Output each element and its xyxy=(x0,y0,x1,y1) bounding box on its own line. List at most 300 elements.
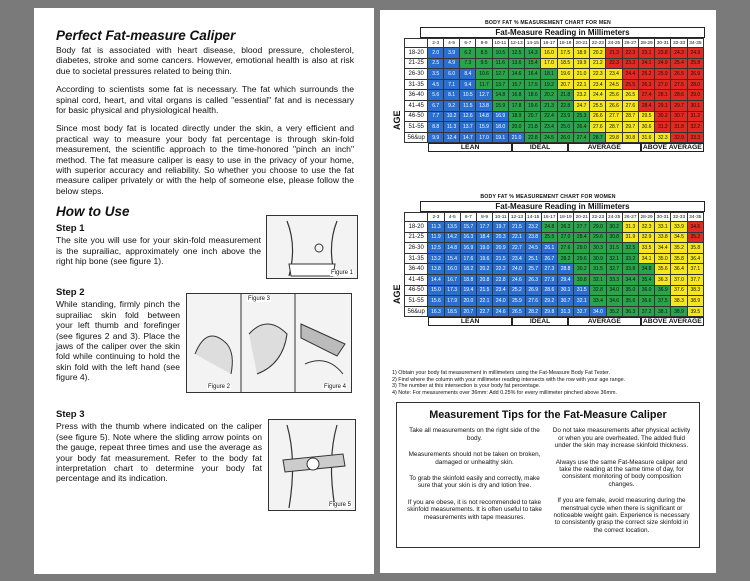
women-cell: 20.2 xyxy=(476,264,492,275)
women-cell: 26.3 xyxy=(525,274,541,285)
tip-item: Measurements should not be taken on broken, damaged or unhealthy skin. xyxy=(408,451,541,466)
women-cell: 16.3 xyxy=(428,306,444,317)
women-cell: 21.5 xyxy=(509,222,525,233)
men-cell: 30.8 xyxy=(622,132,638,143)
men-cell: 11.3 xyxy=(443,122,459,133)
men-chart xyxy=(392,20,704,192)
women-age-range: 51-55 xyxy=(405,296,428,307)
men-cell: 23.8 xyxy=(655,48,671,59)
men-cell: 9.9 xyxy=(428,132,444,143)
men-cell: 20.7 xyxy=(525,111,541,122)
women-cell: 32.8 xyxy=(590,285,606,296)
women-corner xyxy=(405,213,428,222)
men-cell: 13.8 xyxy=(476,100,492,111)
men-column-header: 14-15 xyxy=(526,40,539,46)
women-cell: 15.6 xyxy=(428,296,444,307)
men-cell: 21.2 xyxy=(590,58,606,69)
figure-5-label: Figure 5 xyxy=(328,502,351,509)
men-cell: 5.6 xyxy=(428,90,444,101)
men-age-range: 46-50 xyxy=(405,111,428,122)
women-cell: 38.3 xyxy=(671,296,687,307)
women-cell: 23.8 xyxy=(525,232,541,243)
step-2-text: While standing, firmly pinch the suprailiac skin fold between your left thumb and forefinger (see figures 2 and 3). Place the jaws of the caliper over the skin fold while continuing to hold the skin fold with the left hand (see figure 4). xyxy=(56,299,180,383)
men-cell: 17.0 xyxy=(541,58,557,69)
men-cell: 24.7 xyxy=(573,100,589,111)
step-2-title: Step 2 xyxy=(56,287,85,299)
men-cell: 25.2 xyxy=(638,69,654,80)
how-to-use-heading: How to Use xyxy=(56,204,130,220)
men-cell: 10.5 xyxy=(492,48,508,59)
men-cell: 29.0 xyxy=(687,90,703,101)
women-cell: 15.4 xyxy=(444,253,460,264)
men-cell: 14.3 xyxy=(525,48,541,59)
men-cell: 16.9 xyxy=(492,111,508,122)
men-cell: 28.7 xyxy=(590,132,606,143)
instructions-page xyxy=(34,8,374,574)
men-cell: 27.0 xyxy=(655,79,671,90)
women-cell: 35.2 xyxy=(606,306,622,317)
men-cell: 12.5 xyxy=(508,48,524,59)
women-cell: 14.4 xyxy=(428,274,444,285)
women-cell: 34.0 xyxy=(606,285,622,296)
women-cell: 35.8 xyxy=(687,243,703,254)
women-cell: 25.2 xyxy=(509,285,525,296)
men-row xyxy=(405,122,704,133)
men-cell: 25.3 xyxy=(573,111,589,122)
women-cell: 18.5 xyxy=(444,306,460,317)
men-cell: 18.1 xyxy=(541,69,557,80)
figure-1-illustration xyxy=(266,215,358,279)
women-cell: 30.9 xyxy=(590,253,606,264)
women-column-header: 32-33 xyxy=(672,214,686,220)
women-cell: 33.1 xyxy=(655,222,671,233)
tips-title: Measurement Tips for the Fat-Measure Caliper xyxy=(429,409,667,422)
men-cell: 17.5 xyxy=(557,48,573,59)
men-cell: 22.4 xyxy=(541,111,557,122)
women-cell: 35.6 xyxy=(655,264,671,275)
men-cell: 9.5 xyxy=(476,58,492,69)
men-row xyxy=(405,48,704,59)
women-cell: 37.1 xyxy=(687,264,703,275)
men-cell: 26.0 xyxy=(557,132,573,143)
women-cell: 22.7 xyxy=(476,306,492,317)
men-cell: 16.8 xyxy=(508,90,524,101)
men-column-header: 22-23 xyxy=(591,40,604,46)
men-cell: 3.9 xyxy=(443,48,459,59)
women-cell: 19.6 xyxy=(476,253,492,264)
women-cell: 24.6 xyxy=(493,306,509,317)
women-categories xyxy=(428,317,704,326)
men-age-range: 21-25 xyxy=(405,58,428,69)
men-cell: 27.5 xyxy=(671,79,687,90)
men-cell: 26.3 xyxy=(638,79,654,90)
women-row xyxy=(405,243,704,254)
figure-2-label: Figure 2 xyxy=(208,384,231,391)
men-category-lean: LEAN xyxy=(428,143,512,152)
men-cell: 29.8 xyxy=(606,132,622,143)
men-cell: 17.8 xyxy=(508,100,524,111)
men-cell: 23.9 xyxy=(557,111,573,122)
men-cell: 14.8 xyxy=(476,111,492,122)
men-cell: 21.0 xyxy=(573,69,589,80)
men-age-label: AGE xyxy=(392,110,402,130)
men-cell: 14.6 xyxy=(508,69,524,80)
men-cell: 25.8 xyxy=(687,58,703,69)
men-cell: 21.8 xyxy=(557,90,573,101)
women-column-header: 2-3 xyxy=(428,213,444,222)
men-cell: 13.6 xyxy=(508,58,524,69)
women-column-header: 30-31 xyxy=(656,214,669,220)
tip-item: If you are obese, it is not recommended to take skinfold measurements. It is often useful to take measurements with tape measures. xyxy=(407,498,542,521)
women-age-label: AGE xyxy=(392,284,402,304)
men-cell: 22.3 xyxy=(622,48,638,59)
women-cell: 12.5 xyxy=(428,243,444,254)
men-cell: 22.1 xyxy=(573,79,589,90)
men-cell: 21.0 xyxy=(508,132,524,143)
page-title: Perfect Fat-measure Caliper xyxy=(56,28,236,43)
women-column-header: 20-21 xyxy=(575,214,588,220)
men-cell: 24.5 xyxy=(606,79,622,90)
women-cell: 31.5 xyxy=(590,264,606,275)
women-chart-title: BODY FAT % MEASUREMENT CHART FOR WOMEN xyxy=(480,194,616,200)
tip-item: Take all measurements on the right side of the body. xyxy=(409,427,540,442)
women-cell: 32.3 xyxy=(639,222,655,233)
men-cell: 32.9 xyxy=(671,132,687,143)
men-cell: 12.4 xyxy=(443,132,459,143)
women-cell: 33.9 xyxy=(671,222,687,233)
men-cell: 6.0 xyxy=(443,69,459,80)
women-age-range: 21-25 xyxy=(405,232,428,243)
women-cell: 18.8 xyxy=(460,274,476,285)
women-cell: 17.7 xyxy=(476,222,492,233)
men-row xyxy=(405,132,704,143)
women-cell: 21.5 xyxy=(476,285,492,296)
women-cell: 29.8 xyxy=(541,306,557,317)
men-row xyxy=(405,111,704,122)
women-cell: 28.4 xyxy=(574,232,590,243)
women-cell: 38.9 xyxy=(687,296,703,307)
women-cell: 36.9 xyxy=(655,285,671,296)
women-cell: 37.0 xyxy=(671,274,687,285)
women-cell: 16.0 xyxy=(444,264,460,275)
intro-paragraph-3: Since most body fat is located directly under the skin, a very efficient and practical way to measure your body fat percentage is through skin-fold measurement, the scientific approach to the time-honored "pinch an inch" method. The fat measure caliper is easy to use in the privacy of your home, with superior accuracy and reliability. So whether you choose to use the fat measure caliper privately or with the help of someone else, please follow the below steps. xyxy=(56,123,354,196)
women-cell: 32.7 xyxy=(606,264,622,275)
men-cell: 26.6 xyxy=(606,100,622,111)
men-cell: 9.4 xyxy=(460,79,476,90)
men-category-above-average: ABOVE AVERAGE xyxy=(641,143,704,152)
women-row xyxy=(405,296,704,307)
women-cell: 25.9 xyxy=(509,296,525,307)
women-cell: 29.4 xyxy=(557,274,573,285)
men-row xyxy=(405,100,704,111)
men-column-header: 26-27 xyxy=(624,40,637,46)
men-cell: 15.9 xyxy=(476,122,492,133)
women-row xyxy=(405,285,704,296)
men-cell: 30.2 xyxy=(655,111,671,122)
men-cell: 24.4 xyxy=(590,90,606,101)
women-cell: 20.0 xyxy=(460,296,476,307)
women-column-header: 26-27 xyxy=(624,214,637,220)
men-cell: 6.7 xyxy=(428,100,444,111)
women-cell: 35.4 xyxy=(639,274,655,285)
women-cell: 36.3 xyxy=(622,306,638,317)
women-cell: 29.0 xyxy=(574,243,590,254)
women-column-header: 18-19 xyxy=(559,214,572,220)
men-cell: 28.4 xyxy=(638,100,654,111)
women-cell: 34.1 xyxy=(639,253,655,264)
women-cell: 28.2 xyxy=(557,253,573,264)
women-cell: 27.6 xyxy=(525,296,541,307)
women-cell: 21.5 xyxy=(493,253,509,264)
women-cell: 16.7 xyxy=(444,274,460,285)
women-column-header: 28-29 xyxy=(640,214,653,220)
women-cell: 36.4 xyxy=(671,264,687,275)
men-cell: 25.9 xyxy=(655,69,671,80)
women-cell: 22.8 xyxy=(493,274,509,285)
women-cell: 20.9 xyxy=(493,243,509,254)
women-cell: 20.3 xyxy=(493,232,509,243)
intro-paragraph-2: According to scientists some fat is necessary. The fat which surrounds the spinal cord, heart, and vital organs is called "essential" fat and is necessary for basic physical and physiological health. xyxy=(56,84,354,116)
women-cell: 28.6 xyxy=(541,285,557,296)
women-cell: 26.1 xyxy=(541,243,557,254)
men-cell: 31.6 xyxy=(638,132,654,143)
men-cell: 2.0 xyxy=(428,48,444,59)
women-cell: 26.7 xyxy=(541,253,557,264)
women-column-header: 24-25 xyxy=(608,214,621,220)
men-cell: 26.6 xyxy=(590,111,606,122)
men-cell: 26.4 xyxy=(573,122,589,133)
men-cell: 22.3 xyxy=(590,69,606,80)
men-cell: 27.4 xyxy=(573,132,589,143)
women-cell: 14.8 xyxy=(444,243,460,254)
men-cell: 13.7 xyxy=(460,122,476,133)
men-cell: 29.1 xyxy=(655,100,671,111)
men-column-header: 18-19 xyxy=(559,40,572,46)
women-cell: 30.2 xyxy=(574,264,590,275)
women-cell: 15.0 xyxy=(428,285,444,296)
men-column-header: 34-35 xyxy=(689,40,702,46)
women-cell: 30.1 xyxy=(557,285,573,296)
women-category-above-average: ABOVE AVERAGE xyxy=(641,317,704,326)
men-cell: 16.0 xyxy=(541,48,557,59)
step-2 xyxy=(56,287,354,405)
men-cell: 20.2 xyxy=(590,48,606,59)
men-column-header: 6-7 xyxy=(460,39,476,48)
women-cell: 36.3 xyxy=(655,274,671,285)
women-chart-subtitle: Fat-Measure Reading in Millimeters xyxy=(420,201,705,212)
women-cell: 20.7 xyxy=(460,306,476,317)
men-column-header: 32-33 xyxy=(672,40,686,46)
note-2: 2) Find where the column with your millimeter reading intersects with the row with your age range. xyxy=(392,376,626,383)
men-cell: 8.5 xyxy=(476,48,492,59)
men-cell: 30.6 xyxy=(638,122,654,133)
women-cell: 38.9 xyxy=(671,306,687,317)
men-age-range: 41-45 xyxy=(405,100,428,111)
women-cell: 31.9 xyxy=(622,232,638,243)
men-cell: 7.3 xyxy=(460,58,476,69)
women-cell: 38.3 xyxy=(687,285,703,296)
women-cell: 32.1 xyxy=(606,253,622,264)
men-cell: 12.7 xyxy=(476,90,492,101)
men-cell: 32.2 xyxy=(687,122,703,133)
note-4: 4) Note: For measurements over 36mm: Add 0.25% for every millimeter pinched above 36mm. xyxy=(392,389,618,396)
men-column-header: 16-17 xyxy=(542,40,556,46)
tip-item: To grab the skinfold easily and correctly, make sure that your skin is dry and lotion free. xyxy=(409,475,540,490)
women-cell: 23.4 xyxy=(493,285,509,296)
men-cell: 28.6 xyxy=(671,90,687,101)
men-cell: 23.4 xyxy=(590,79,606,90)
women-cell: 13.5 xyxy=(444,222,460,233)
men-cell: 15.4 xyxy=(525,58,541,69)
men-cell: 2.5 xyxy=(428,58,444,69)
women-table xyxy=(404,212,704,317)
women-cell: 32.1 xyxy=(590,274,606,285)
women-row xyxy=(405,222,704,233)
tips-right-column xyxy=(552,427,691,543)
men-cell: 6.2 xyxy=(460,48,476,59)
men-cell: 23.1 xyxy=(638,48,654,59)
figure-5-illustration xyxy=(268,419,356,511)
women-age-range: 26-30 xyxy=(405,243,428,254)
women-chart xyxy=(392,194,704,366)
women-cell: 24.5 xyxy=(525,243,541,254)
note-3: 3) The number at this intersection is your body fat percentage. xyxy=(392,383,541,390)
tips-left-column xyxy=(405,427,544,543)
note-1: 1) Obtain your body fat measurement in millimeters using the Fat-Measure Body Fat Tester. xyxy=(392,370,611,376)
men-cell: 14.8 xyxy=(492,90,508,101)
women-age-range: 56&up xyxy=(405,306,428,317)
men-cell: 11.6 xyxy=(492,58,508,69)
men-cell: 4.9 xyxy=(443,58,459,69)
women-cell: 39.5 xyxy=(687,306,703,317)
women-cell: 32.9 xyxy=(639,232,655,243)
women-cell: 29.6 xyxy=(574,253,590,264)
women-age-range: 36-40 xyxy=(405,264,428,275)
men-category-average: AVERAGE xyxy=(568,143,641,152)
men-cell: 20.2 xyxy=(541,90,557,101)
men-cell: 19.2 xyxy=(541,79,557,90)
women-cell: 37.2 xyxy=(639,306,655,317)
men-cell: 31.2 xyxy=(687,111,703,122)
men-cell: 7.1 xyxy=(443,79,459,90)
men-age-range: 56&up xyxy=(405,132,428,143)
men-cell: 25.0 xyxy=(557,122,573,133)
men-cell: 29.7 xyxy=(622,122,638,133)
women-cell: 22.1 xyxy=(509,232,525,243)
women-cell: 28.2 xyxy=(525,306,541,317)
men-column-header: 20-21 xyxy=(575,40,588,46)
step-3-title: Step 3 xyxy=(56,409,85,421)
men-cell: 21.3 xyxy=(541,100,557,111)
men-cell: 27.4 xyxy=(638,90,654,101)
men-cell: 21.8 xyxy=(525,122,541,133)
men-cell: 19.9 xyxy=(573,58,589,69)
women-row xyxy=(405,306,704,317)
figure-4-label: Figure 4 xyxy=(323,384,346,391)
women-cell: 27.9 xyxy=(541,274,557,285)
men-cell: 25.4 xyxy=(671,58,687,69)
women-cell: 14.2 xyxy=(444,232,460,243)
men-cell: 27.6 xyxy=(622,100,638,111)
men-row xyxy=(405,58,704,69)
women-cell: 34.8 xyxy=(639,264,655,275)
women-cell: 25.1 xyxy=(525,253,541,264)
women-cell: 17.3 xyxy=(444,285,460,296)
women-cell: 37.5 xyxy=(655,296,671,307)
men-cell: 31.2 xyxy=(655,122,671,133)
women-cell: 35.8 xyxy=(671,253,687,264)
men-cell: 26.5 xyxy=(671,69,687,80)
men-age-range: 31-35 xyxy=(405,79,428,90)
women-cell: 26.3 xyxy=(557,222,573,233)
men-cell: 24.9 xyxy=(687,48,703,59)
women-cell: 17.9 xyxy=(444,296,460,307)
men-row xyxy=(405,69,704,80)
chart-notes xyxy=(392,370,704,396)
men-cell: 23.4 xyxy=(606,69,622,80)
women-column-header: 34-35 xyxy=(687,213,703,222)
step-1-text: The site you will use for your skin-fold measurement is the suprailiac, approximately one inch above the right hip bone (see figure 1). xyxy=(56,235,261,267)
women-cell: 16.3 xyxy=(460,232,476,243)
women-cell: 27.7 xyxy=(574,222,590,233)
women-age-range: 46-50 xyxy=(405,285,428,296)
men-column-header: 30-31 xyxy=(656,40,669,46)
women-cell: 27.6 xyxy=(557,243,573,254)
men-cell: 21.3 xyxy=(606,48,622,59)
men-cell: 18.6 xyxy=(525,90,541,101)
men-cell: 30.1 xyxy=(687,100,703,111)
women-cell: 35.0 xyxy=(655,253,671,264)
men-cell: 17.0 xyxy=(476,132,492,143)
women-cell: 33.8 xyxy=(655,232,671,243)
women-cell: 31.3 xyxy=(557,306,573,317)
men-age-range: 51-55 xyxy=(405,122,428,133)
women-cell: 22.2 xyxy=(493,264,509,275)
women-cell: 26.5 xyxy=(509,306,525,317)
men-cell: 24.1 xyxy=(638,58,654,69)
men-cell: 14.7 xyxy=(460,132,476,143)
men-cell: 29.5 xyxy=(638,111,654,122)
women-cell: 32.5 xyxy=(622,243,638,254)
women-cell: 11.9 xyxy=(428,232,444,243)
tip-item: If you are female, avoid measuring during the menstrual cycle when there is significant or noticeable weight gain. Experience is necessary to consistently grasp the correct size skinfold in the correct location. xyxy=(553,497,690,534)
men-corner xyxy=(405,39,428,48)
figure-2-3-illustration xyxy=(186,293,352,393)
men-age-range: 18-20 xyxy=(405,48,428,59)
step-3-text: Press with the thumb where indicated on the caliper (see figure 5). Note where the sliding arrow points on the gauge, repeat three times and use the average as your body fat measurement. Refer to the body fat interpretation chart to determine your body fat percentage and its indication. xyxy=(56,421,262,484)
figure-1-label: Figure 1 xyxy=(330,270,353,277)
women-cell: 15.7 xyxy=(460,222,476,233)
men-cell: 22.8 xyxy=(557,100,573,111)
men-cell: 12.6 xyxy=(460,111,476,122)
women-cell: 22.1 xyxy=(476,296,492,307)
women-cell: 13.8 xyxy=(428,264,444,275)
women-cell: 30.7 xyxy=(557,296,573,307)
women-cell: 24.8 xyxy=(541,222,557,233)
women-cell: 34.6 xyxy=(606,296,622,307)
men-cell: 10.6 xyxy=(476,69,492,80)
women-cell: 25.7 xyxy=(525,264,541,275)
women-cell: 24.6 xyxy=(509,274,525,285)
women-cell: 31.5 xyxy=(606,243,622,254)
women-cell: 30.2 xyxy=(606,222,622,233)
men-column-header: 2-3 xyxy=(428,39,444,48)
men-cell: 18.0 xyxy=(492,122,508,133)
men-cell: 19.1 xyxy=(492,132,508,143)
women-cell: 29.0 xyxy=(590,222,606,233)
tip-item: Do not take measurements after physical activity or when you are overheated. The added fluid under the skin may increase skinfold thickness. xyxy=(552,427,691,450)
men-cell: 28.7 xyxy=(622,111,638,122)
